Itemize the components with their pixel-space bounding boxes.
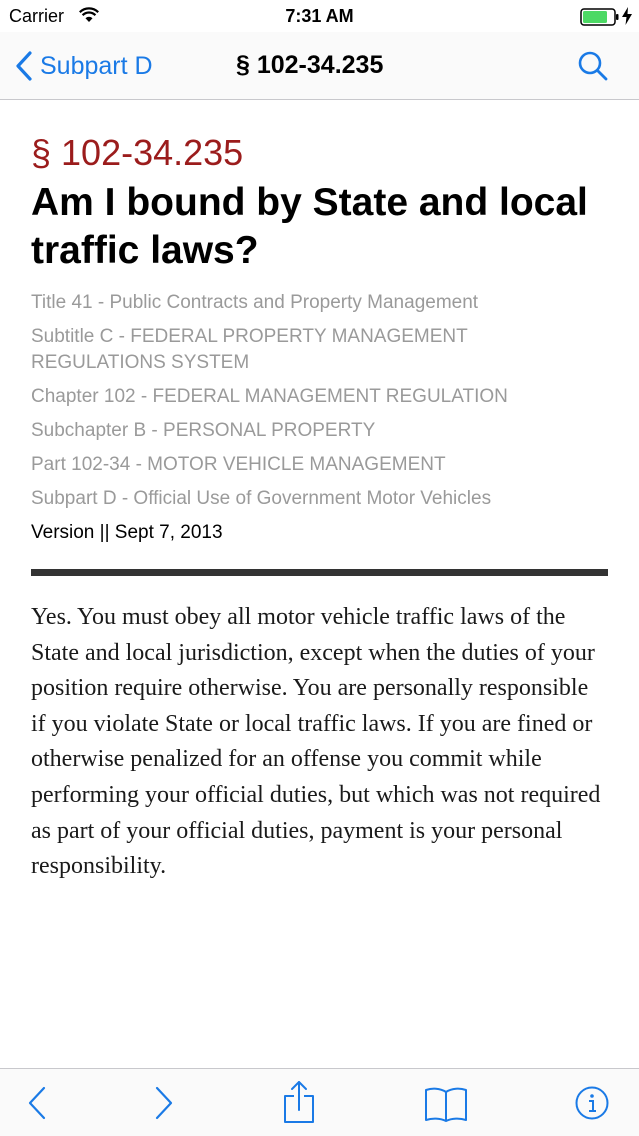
battery-icon xyxy=(580,8,620,26)
carrier-label: Carrier xyxy=(9,6,65,26)
share-button[interactable] xyxy=(283,1080,315,1129)
hierarchy-part[interactable]: Part 102-34 - MOTOR VEHICLE MANAGEMENT xyxy=(31,454,446,475)
section-content xyxy=(31,100,611,885)
bookmarks-button[interactable] xyxy=(424,1086,468,1127)
bottom-toolbar xyxy=(0,1068,639,1136)
info-button[interactable] xyxy=(575,1086,609,1125)
status-time: 7:31 AM xyxy=(285,6,354,26)
section-number: § 102-34.235 xyxy=(31,132,244,173)
hierarchy-chapter[interactable]: Chapter 102 - FEDERAL MANAGEMENT REGULATION xyxy=(31,386,508,407)
search-button[interactable] xyxy=(576,49,610,88)
back-button[interactable] xyxy=(16,49,153,83)
hierarchy-list xyxy=(31,290,611,512)
status-bar xyxy=(0,0,639,32)
chevron-right-icon xyxy=(154,1086,174,1120)
back-label: Subpart D xyxy=(40,51,153,80)
book-icon xyxy=(424,1086,468,1122)
search-icon xyxy=(576,49,610,83)
info-icon xyxy=(575,1086,609,1120)
share-icon xyxy=(283,1080,315,1124)
navigation-bar xyxy=(0,32,639,100)
hierarchy-subtitle[interactable]: Subtitle C - FEDERAL PROPERTY MANAGEMENT REGULATIONS SYSTEM xyxy=(31,326,468,373)
version-label: Version || Sept 7, 2013 xyxy=(31,522,223,543)
chevron-left-icon xyxy=(27,1086,47,1120)
hierarchy-subchapter[interactable]: Subchapter B - PERSONAL PROPERTY xyxy=(31,420,376,441)
section-divider xyxy=(31,569,608,576)
next-button[interactable] xyxy=(154,1086,174,1125)
hierarchy-title[interactable]: Title 41 - Public Contracts and Property Management xyxy=(31,292,479,313)
previous-button[interactable] xyxy=(27,1086,47,1125)
hierarchy-subpart[interactable]: Subpart D - Official Use of Government Motor Vehicles xyxy=(31,488,492,509)
nav-title: § 102-34.235 xyxy=(236,51,384,79)
section-body: Yes. You must obey all motor vehicle traffic laws of the State and local jurisdiction, except when the duties of your position require otherwise. You are personally responsible if you violate State or local traffic laws. If you are fined or otherwise penalized for an offense you commit while performing your official duties, but which was not required as part of your official duties, payment is your personal responsibility. xyxy=(31,604,601,880)
charging-bolt-icon xyxy=(622,7,632,25)
section-title: Am I bound by State and local traffic laws? xyxy=(31,181,588,272)
chevron-left-icon xyxy=(16,51,32,81)
